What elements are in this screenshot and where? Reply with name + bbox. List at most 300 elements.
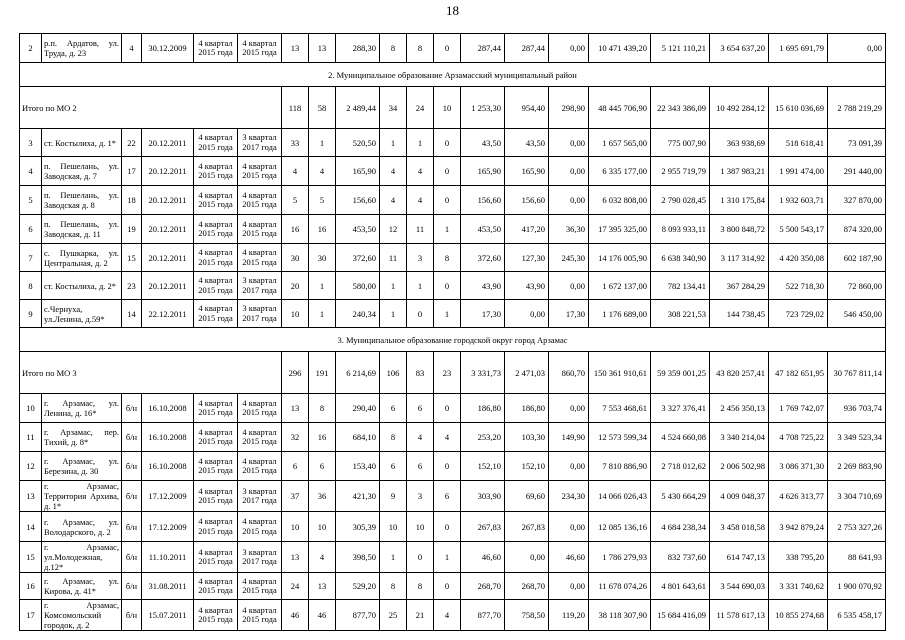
count-cell: 16: [309, 215, 336, 244]
address-cell: с.Чернуха, ул.Ленина, д.59*: [42, 300, 122, 328]
amount-cell: 3 340 214,04: [710, 423, 769, 452]
count-cell: 46: [309, 600, 336, 631]
housing-program-table: [19, 33, 886, 631]
section-header-row: [20, 328, 886, 352]
amount-cell: 10 855 274,68: [769, 600, 828, 631]
amount-cell: 72 860,00: [828, 272, 886, 300]
count-cell: 33: [282, 129, 309, 157]
count-cell: 6: [309, 452, 336, 481]
count-cell: 0: [434, 452, 461, 481]
count-cell: 4: [309, 157, 336, 186]
amount-cell: 73 091,39: [828, 129, 886, 157]
total-area-cell: 2 471,03: [505, 352, 549, 394]
table-row: [20, 244, 886, 272]
page-number: 18: [446, 3, 459, 18]
doc-number-cell: 15: [122, 244, 142, 272]
area-cell: 152,10: [505, 452, 549, 481]
amount-cell: 308 221,53: [651, 300, 710, 328]
area-cell: 372,60: [336, 244, 380, 272]
count-cell: 25: [380, 600, 407, 631]
actual-quarter-cell: 4 квартал 2015 года: [238, 186, 282, 215]
count-cell: 30: [282, 244, 309, 272]
area-cell: 119,20: [549, 600, 589, 631]
total-count-cell: 296: [282, 352, 309, 394]
doc-number-cell: б/н: [122, 394, 142, 423]
amount-cell: 3 349 523,34: [828, 423, 886, 452]
amount-cell: 2 718 012,62: [651, 452, 710, 481]
row-number: 16: [20, 573, 42, 600]
date-cell: 17.12.2009: [142, 481, 194, 512]
amount-cell: 338 795,20: [769, 542, 828, 573]
total-count-cell: 23: [434, 352, 461, 394]
amount-cell: 2 269 883,90: [828, 452, 886, 481]
planned-quarter-cell: 4 квартал 2015 года: [194, 272, 238, 300]
planned-quarter-cell: 4 квартал 2015 года: [194, 300, 238, 328]
count-cell: 10: [407, 512, 434, 542]
area-cell: 253,20: [461, 423, 505, 452]
area-cell: 149,90: [549, 423, 589, 452]
area-cell: 417,20: [505, 215, 549, 244]
amount-cell: 1 900 070,92: [828, 573, 886, 600]
amount-cell: 602 187,90: [828, 244, 886, 272]
doc-number-cell: 17: [122, 157, 142, 186]
total-count-cell: 10: [434, 87, 461, 129]
count-cell: 1: [407, 129, 434, 157]
address-cell: р.п. Ардатов, ул. Труда, д. 23: [42, 34, 122, 63]
planned-quarter-cell: 4 квартал 2015 года: [194, 481, 238, 512]
area-cell: 36,30: [549, 215, 589, 244]
area-cell: 46,60: [549, 542, 589, 573]
amount-cell: 6 638 340,90: [651, 244, 710, 272]
count-cell: 4: [407, 186, 434, 215]
amount-cell: 4 801 643,61: [651, 573, 710, 600]
count-cell: 5: [309, 186, 336, 215]
doc-number-cell: 18: [122, 186, 142, 215]
count-cell: 4: [380, 157, 407, 186]
total-count-cell: 191: [309, 352, 336, 394]
planned-quarter-cell: 4 квартал 2015 года: [194, 186, 238, 215]
amount-cell: 522 718,30: [769, 272, 828, 300]
count-cell: 30: [309, 244, 336, 272]
area-cell: 0,00: [549, 129, 589, 157]
row-number: 13: [20, 481, 42, 512]
row-number: 10: [20, 394, 42, 423]
total-amount-cell: 43 820 257,41: [710, 352, 769, 394]
row-number: 8: [20, 272, 42, 300]
area-cell: 520,50: [336, 129, 380, 157]
amount-cell: 614 747,13: [710, 542, 769, 573]
date-cell: 20.12.2011: [142, 129, 194, 157]
area-cell: 877,70: [336, 600, 380, 631]
amount-cell: 874 320,00: [828, 215, 886, 244]
count-cell: 8: [434, 244, 461, 272]
count-cell: 13: [309, 573, 336, 600]
count-cell: 1: [309, 300, 336, 328]
date-cell: 15.07.2011: [142, 600, 194, 631]
date-cell: 11.10.2011: [142, 542, 194, 573]
table-row: [20, 542, 886, 573]
total-amount-cell: 30 767 811,14: [828, 352, 886, 394]
table-row: [20, 129, 886, 157]
count-cell: 4: [380, 186, 407, 215]
date-cell: 31.08.2011: [142, 573, 194, 600]
area-cell: 267,83: [505, 512, 549, 542]
row-number: 2: [20, 34, 42, 63]
count-cell: 3: [407, 244, 434, 272]
count-cell: 20: [282, 272, 309, 300]
doc-number-cell: б/н: [122, 481, 142, 512]
area-cell: 17,30: [549, 300, 589, 328]
count-cell: 0: [434, 157, 461, 186]
amount-cell: 936 703,74: [828, 394, 886, 423]
count-cell: 4: [407, 423, 434, 452]
amount-cell: 3 327 376,41: [651, 394, 710, 423]
amount-cell: 7 553 468,61: [589, 394, 651, 423]
row-number: 17: [20, 600, 42, 631]
area-cell: 758,50: [505, 600, 549, 631]
amount-cell: 2 006 502,98: [710, 452, 769, 481]
total-amount-cell: 22 343 386,09: [651, 87, 710, 129]
amount-cell: 3 117 314,92: [710, 244, 769, 272]
total-row: [20, 87, 886, 129]
count-cell: 8: [407, 34, 434, 63]
count-cell: 6: [407, 394, 434, 423]
address-cell: г. Арзамас, Комсомольский городок, д. 2: [42, 600, 122, 631]
total-area-cell: 6 214,69: [336, 352, 380, 394]
area-cell: 153,40: [336, 452, 380, 481]
amount-cell: 10 471 439,20: [589, 34, 651, 63]
planned-quarter-cell: 4 квартал 2015 года: [194, 215, 238, 244]
table-row: [20, 512, 886, 542]
count-cell: 8: [380, 34, 407, 63]
area-cell: 398,50: [336, 542, 380, 573]
amount-cell: 1 769 742,07: [769, 394, 828, 423]
count-cell: 1: [380, 272, 407, 300]
address-cell: п. Пешелань, ул. Заводская, д. 11: [42, 215, 122, 244]
area-cell: 165,90: [505, 157, 549, 186]
area-cell: 156,60: [461, 186, 505, 215]
planned-quarter-cell: 4 квартал 2015 года: [194, 129, 238, 157]
amount-cell: 1 932 603,71: [769, 186, 828, 215]
planned-quarter-cell: 4 квартал 2015 года: [194, 600, 238, 631]
date-cell: 22.12.2011: [142, 300, 194, 328]
count-cell: 4: [434, 423, 461, 452]
count-cell: 0: [434, 573, 461, 600]
amount-cell: 832 737,60: [651, 542, 710, 573]
amount-cell: 3 942 879,24: [769, 512, 828, 542]
actual-quarter-cell: 4 квартал 2015 года: [238, 600, 282, 631]
total-row: [20, 352, 886, 394]
amount-cell: 4 684 238,34: [651, 512, 710, 542]
table-body: [20, 34, 886, 631]
area-cell: 17,30: [461, 300, 505, 328]
amount-cell: 327 870,00: [828, 186, 886, 215]
count-cell: 13: [282, 34, 309, 63]
amount-cell: 782 134,41: [651, 272, 710, 300]
area-cell: 165,90: [336, 157, 380, 186]
area-cell: 43,50: [505, 129, 549, 157]
amount-cell: 15 684 416,09: [651, 600, 710, 631]
total-area-cell: 3 331,73: [461, 352, 505, 394]
total-count-cell: 118: [282, 87, 309, 129]
table-row: [20, 423, 886, 452]
count-cell: 1: [309, 272, 336, 300]
area-cell: 234,30: [549, 481, 589, 512]
count-cell: 1: [434, 215, 461, 244]
total-count-cell: 83: [407, 352, 434, 394]
count-cell: 0: [434, 272, 461, 300]
amount-cell: 88 641,93: [828, 542, 886, 573]
amount-cell: 1 695 691,79: [769, 34, 828, 63]
count-cell: 16: [282, 215, 309, 244]
total-area-cell: 860,70: [549, 352, 589, 394]
date-cell: 16.10.2008: [142, 452, 194, 481]
table-row: [20, 394, 886, 423]
amount-cell: 4 420 350,08: [769, 244, 828, 272]
count-cell: 12: [380, 215, 407, 244]
area-cell: 156,60: [336, 186, 380, 215]
doc-number-cell: б/н: [122, 542, 142, 573]
actual-quarter-cell: 4 квартал 2015 года: [238, 244, 282, 272]
count-cell: 13: [282, 394, 309, 423]
date-cell: 17.12.2009: [142, 512, 194, 542]
actual-quarter-cell: 4 квартал 2015 года: [238, 573, 282, 600]
amount-cell: 2 955 719,79: [651, 157, 710, 186]
actual-quarter-cell: 4 квартал 2015 года: [238, 394, 282, 423]
count-cell: 4: [434, 600, 461, 631]
actual-quarter-cell: 3 квартал 2017 года: [238, 542, 282, 573]
amount-cell: 363 938,69: [710, 129, 769, 157]
amount-cell: 1 991 474,00: [769, 157, 828, 186]
actual-quarter-cell: 3 квартал 2017 года: [238, 481, 282, 512]
area-cell: 0,00: [549, 452, 589, 481]
count-cell: 10: [380, 512, 407, 542]
actual-quarter-cell: 4 квартал 2015 года: [238, 452, 282, 481]
area-cell: 186,80: [505, 394, 549, 423]
row-number: 3: [20, 129, 42, 157]
area-cell: 267,83: [461, 512, 505, 542]
planned-quarter-cell: 4 квартал 2015 года: [194, 423, 238, 452]
total-area-cell: 2 489,44: [336, 87, 380, 129]
area-cell: 290,40: [336, 394, 380, 423]
area-cell: 0,00: [549, 272, 589, 300]
count-cell: 0: [434, 129, 461, 157]
actual-quarter-cell: 4 квартал 2015 года: [238, 34, 282, 63]
count-cell: 21: [407, 600, 434, 631]
count-cell: 1: [380, 300, 407, 328]
count-cell: 4: [282, 157, 309, 186]
amount-cell: 3 086 371,30: [769, 452, 828, 481]
amount-cell: 5 500 543,17: [769, 215, 828, 244]
row-number: 11: [20, 423, 42, 452]
total-amount-cell: 47 182 651,95: [769, 352, 828, 394]
count-cell: 4: [309, 542, 336, 573]
date-cell: 16.10.2008: [142, 394, 194, 423]
total-label: Итого по МО 2: [20, 87, 282, 129]
table-row: [20, 272, 886, 300]
amount-cell: 5 430 664,29: [651, 481, 710, 512]
doc-number-cell: б/н: [122, 512, 142, 542]
table-row: [20, 186, 886, 215]
amount-cell: 1 387 983,21: [710, 157, 769, 186]
address-cell: г. Арзамас, ул. Березина, д. 30: [42, 452, 122, 481]
address-cell: п. Пешелань, ул. Заводская д. 8: [42, 186, 122, 215]
area-cell: 684,10: [336, 423, 380, 452]
date-cell: 20.12.2011: [142, 157, 194, 186]
area-cell: 103,30: [505, 423, 549, 452]
amount-cell: 12 573 599,34: [589, 423, 651, 452]
count-cell: 8: [407, 573, 434, 600]
area-cell: 421,30: [336, 481, 380, 512]
amount-cell: 6 032 808,00: [589, 186, 651, 215]
date-cell: 20.12.2011: [142, 244, 194, 272]
area-cell: 0,00: [549, 573, 589, 600]
count-cell: 9: [380, 481, 407, 512]
count-cell: 5: [282, 186, 309, 215]
amount-cell: 6 535 458,17: [828, 600, 886, 631]
amount-cell: 17 395 325,00: [589, 215, 651, 244]
area-cell: 0,00: [549, 186, 589, 215]
table-row: [20, 452, 886, 481]
table-row: [20, 481, 886, 512]
area-cell: 245,30: [549, 244, 589, 272]
address-cell: г. Арзамас, ул. Володарского, д. 2: [42, 512, 122, 542]
area-cell: 0,00: [505, 300, 549, 328]
amount-cell: 723 729,02: [769, 300, 828, 328]
count-cell: 6: [380, 452, 407, 481]
count-cell: 32: [282, 423, 309, 452]
count-cell: 11: [380, 244, 407, 272]
count-cell: 8: [309, 394, 336, 423]
doc-number-cell: 23: [122, 272, 142, 300]
address-cell: г. Арзамас, Территория Архива, д. 1*: [42, 481, 122, 512]
total-area-cell: 298,90: [549, 87, 589, 129]
table-row: [20, 573, 886, 600]
count-cell: 36: [309, 481, 336, 512]
amount-cell: 8 093 933,11: [651, 215, 710, 244]
amount-cell: 546 450,00: [828, 300, 886, 328]
planned-quarter-cell: 4 квартал 2015 года: [194, 157, 238, 186]
area-cell: 287,44: [461, 34, 505, 63]
total-amount-cell: 10 492 284,12: [710, 87, 769, 129]
amount-cell: 1 310 175,84: [710, 186, 769, 215]
amount-cell: 0,00: [828, 34, 886, 63]
amount-cell: 5 121 110,21: [651, 34, 710, 63]
address-cell: г. Арзамас, ул.Молодежная, д.12*: [42, 542, 122, 573]
table-row: [20, 34, 886, 63]
amount-cell: 518 618,41: [769, 129, 828, 157]
area-cell: 69,60: [505, 481, 549, 512]
count-cell: 0: [434, 186, 461, 215]
doc-number-cell: 22: [122, 129, 142, 157]
total-amount-cell: 48 445 706,90: [589, 87, 651, 129]
area-cell: 186,80: [461, 394, 505, 423]
total-area-cell: 954,40: [505, 87, 549, 129]
amount-cell: 367 284,29: [710, 272, 769, 300]
amount-cell: 12 085 136,16: [589, 512, 651, 542]
amount-cell: 2 790 028,45: [651, 186, 710, 215]
amount-cell: 7 810 886,90: [589, 452, 651, 481]
count-cell: 1: [309, 129, 336, 157]
area-cell: 288,30: [336, 34, 380, 63]
amount-cell: 2 456 350,13: [710, 394, 769, 423]
table-row: [20, 300, 886, 328]
amount-cell: 4 009 048,37: [710, 481, 769, 512]
area-cell: 877,70: [461, 600, 505, 631]
area-cell: 287,44: [505, 34, 549, 63]
count-cell: 6: [434, 481, 461, 512]
section-title: 2. Муниципальное образование Арзамасский муниципальный район: [20, 63, 886, 87]
amount-cell: 1 672 137,00: [589, 272, 651, 300]
table-row: [20, 157, 886, 186]
address-cell: ст. Костылиха, д. 2*: [42, 272, 122, 300]
actual-quarter-cell: 4 квартал 2015 года: [238, 423, 282, 452]
count-cell: 16: [309, 423, 336, 452]
amount-cell: 3 331 740,62: [769, 573, 828, 600]
planned-quarter-cell: 4 квартал 2015 года: [194, 573, 238, 600]
address-cell: г. Арзамас, ул. Ленина, д. 16*: [42, 394, 122, 423]
doc-number-cell: б/н: [122, 452, 142, 481]
area-cell: 303,90: [461, 481, 505, 512]
area-cell: 268,70: [461, 573, 505, 600]
section-header-row: [20, 63, 886, 87]
count-cell: 24: [282, 573, 309, 600]
count-cell: 10: [309, 512, 336, 542]
total-label: Итого по МО 3: [20, 352, 282, 394]
area-cell: 529,20: [336, 573, 380, 600]
amount-cell: 3 544 690,03: [710, 573, 769, 600]
area-cell: 240,34: [336, 300, 380, 328]
area-cell: 46,60: [461, 542, 505, 573]
count-cell: 6: [407, 452, 434, 481]
amount-cell: 3 654 637,20: [710, 34, 769, 63]
count-cell: 6: [380, 394, 407, 423]
amount-cell: 3 304 710,69: [828, 481, 886, 512]
date-cell: 20.12.2011: [142, 272, 194, 300]
count-cell: 0: [434, 512, 461, 542]
actual-quarter-cell: 3 квартал 2017 года: [238, 272, 282, 300]
count-cell: 1: [434, 542, 461, 573]
count-cell: 37: [282, 481, 309, 512]
doc-number-cell: 14: [122, 300, 142, 328]
area-cell: 268,70: [505, 573, 549, 600]
amount-cell: 144 738,45: [710, 300, 769, 328]
area-cell: 453,50: [461, 215, 505, 244]
date-cell: 20.12.2011: [142, 186, 194, 215]
count-cell: 10: [282, 512, 309, 542]
row-number: 7: [20, 244, 42, 272]
area-cell: 0,00: [549, 34, 589, 63]
planned-quarter-cell: 4 квартал 2015 года: [194, 542, 238, 573]
amount-cell: 6 335 177,00: [589, 157, 651, 186]
area-cell: 152,10: [461, 452, 505, 481]
count-cell: 8: [380, 423, 407, 452]
count-cell: 46: [282, 600, 309, 631]
total-amount-cell: 59 359 001,25: [651, 352, 710, 394]
date-cell: 16.10.2008: [142, 423, 194, 452]
count-cell: 13: [309, 34, 336, 63]
count-cell: 1: [380, 129, 407, 157]
count-cell: 0: [407, 300, 434, 328]
total-count-cell: 58: [309, 87, 336, 129]
address-cell: ст. Костылиха, д. 1*: [42, 129, 122, 157]
area-cell: 372,60: [461, 244, 505, 272]
total-count-cell: 34: [380, 87, 407, 129]
amount-cell: 1 657 565,00: [589, 129, 651, 157]
address-cell: с. Пушкарка, ул. Центральная, д. 2: [42, 244, 122, 272]
row-number: 12: [20, 452, 42, 481]
area-cell: 43,50: [461, 129, 505, 157]
